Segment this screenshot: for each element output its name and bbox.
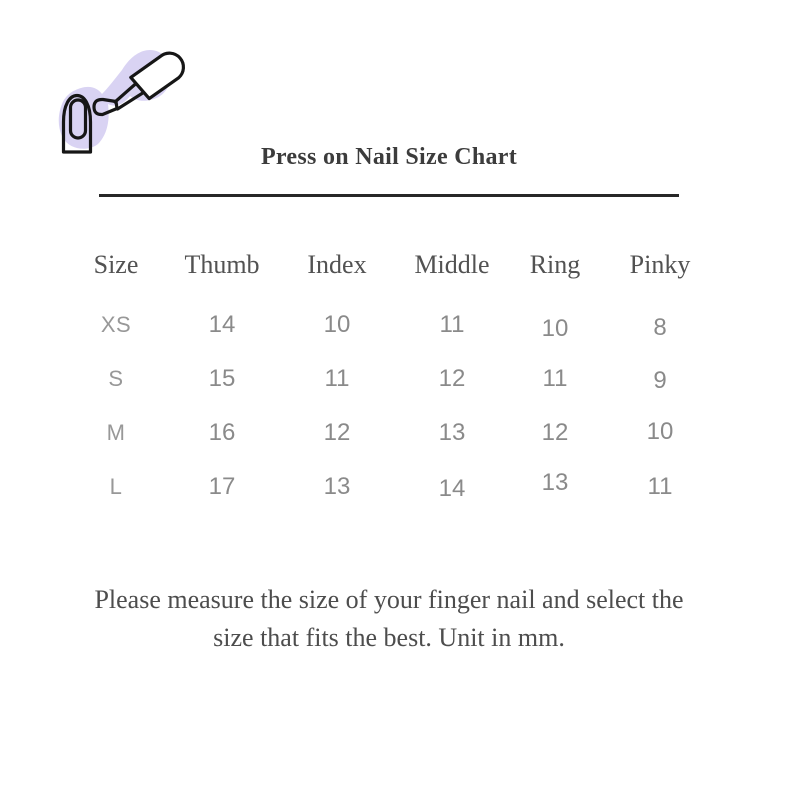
table-row-l	[75, 460, 727, 514]
cell-l-ring: 13	[541, 469, 569, 496]
size-label-xs: XS	[100, 312, 132, 337]
table-row-s	[75, 352, 727, 406]
cell-m-thumb: 16	[208, 419, 236, 446]
column-header-ring: Ring	[529, 250, 581, 279]
column-header-size: Size	[93, 250, 139, 279]
cell-s-middle: 12	[438, 365, 466, 392]
cell-m-ring: 12	[541, 419, 569, 446]
column-header-middle: Middle	[414, 250, 490, 279]
cell-l-index: 13	[323, 473, 351, 500]
page-title: Press on Nail Size Chart	[260, 144, 518, 170]
cell-m-index: 12	[323, 419, 351, 446]
size-label-m: M	[106, 420, 126, 445]
table-row-xs	[75, 298, 727, 352]
cell-l-thumb: 17	[208, 473, 236, 500]
table-row-m	[75, 406, 727, 460]
cell-xs-middle: 11	[439, 311, 465, 338]
cell-xs-index: 10	[323, 311, 351, 338]
column-header-index: Index	[307, 250, 367, 279]
size-label-l: L	[109, 474, 123, 499]
cell-xs-ring: 10	[541, 315, 569, 342]
table-header-row	[75, 238, 727, 292]
measurement-note-line2: size that fits the best. Unit in mm.	[213, 623, 565, 652]
measurement-note-line1: Please measure the size of your finger nail and select the	[94, 585, 684, 614]
column-header-thumb: Thumb	[184, 250, 260, 279]
cell-s-pinky: 9	[653, 367, 667, 394]
cell-l-middle: 14	[438, 475, 466, 502]
cell-xs-thumb: 14	[208, 311, 236, 338]
cell-s-ring: 11	[542, 365, 568, 392]
cell-l-pinky: 11	[647, 473, 673, 500]
size-chart-table	[75, 238, 727, 514]
cell-s-index: 11	[324, 365, 350, 392]
title-underline	[99, 194, 679, 197]
cell-m-middle: 13	[438, 419, 466, 446]
size-label-s: S	[108, 366, 124, 391]
measurement-note	[39, 581, 739, 657]
cell-xs-pinky: 8	[653, 314, 667, 341]
cell-m-pinky: 10	[646, 418, 674, 445]
column-header-pinky: Pinky	[629, 250, 691, 279]
cell-s-thumb: 15	[208, 365, 236, 392]
